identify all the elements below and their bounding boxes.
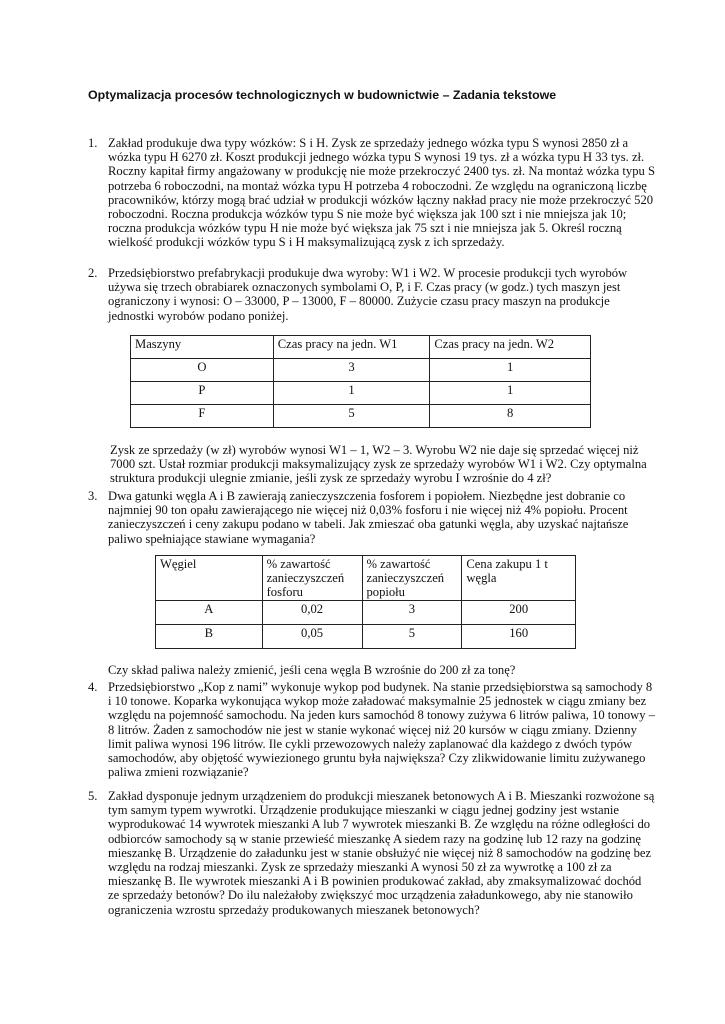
coal-table: [155, 555, 576, 649]
text-line: Przedsiębiorstwo prefabrykacji produkuje dwa wyroby: W1 i W2. W procesie produkcji tych wyrobów: [108, 266, 628, 280]
task-text: [108, 680, 655, 779]
text-line: Roczny kapitał firmy angażowany w produkcję nie może przekroczyć 2400 tys. zł. Na montaż wózka typu S: [108, 164, 655, 179]
table-cell: P: [131, 382, 274, 405]
table-cell: 5: [273, 405, 430, 428]
text-line: wyprodukować 14 wywrotek mieszanki A lub 7 wywrotek mieszanki B. Ze względu na różne odległości do: [108, 817, 651, 832]
table-cell: 3: [362, 601, 462, 625]
table-cell: 160: [462, 625, 576, 649]
text-line: pracowników, którzy mogą brać udział w produkcji wózków łączny nakład pracy nie może przekroczyć 520: [108, 192, 654, 207]
text-line: Zysk ze sprzedaży (w zł) wyrobów wynosi W1 – 1, W2 – 3. Wyrobu W2 nie daje się sprzedać więcej niż: [110, 443, 639, 457]
text-line: wózka typu H 6270 zł. Koszt produkcji jednego wózka typu S wynosi 19 tys. zł a wózka typu H 33 tys. zł.: [108, 150, 645, 165]
task-number: 2.: [88, 266, 98, 280]
table-header-cell: Cena zakupu 1 t węgla: [462, 556, 576, 601]
text-line: ograniczenia wzrostu sprzedaży produkowanych mieszanek betonowych?: [108, 902, 480, 917]
task-number: 1.: [88, 136, 98, 150]
text-line: Zakład produkuje dwa typy wózków: S i H. Zysk ze sprzedaży jednego wózka typu S wynosi 2850 zł a: [108, 136, 629, 150]
task-number: 4.: [88, 680, 98, 694]
text-line: roboczodni. Roczna produkcja wózków typu S nie może być większa jak 100 szt i nie mniejsza jak 10;: [108, 206, 627, 221]
table-cell: B: [156, 625, 263, 649]
table-header-cell: Czas pracy na jedn. W2: [430, 336, 591, 359]
text-line: paliwo spełniające stawiane wymagania?: [108, 531, 316, 546]
table-cell: 1: [430, 359, 591, 382]
task-text: [108, 266, 627, 323]
table-cell: 3: [273, 359, 430, 382]
text-line: odbiorców samochody są w stanie przewieść mieszankę A siedem razy na godzinę lub 12 razy na godzinę: [108, 831, 641, 846]
table-row: [131, 382, 591, 405]
document-title: Optymalizacja procesów technologicznych w budownictwie – Zadania tekstowe: [88, 88, 557, 102]
text-line: Zakład dysponuje jednym urządzeniem do produkcji mieszanek betonowych A i B. Mieszanki rozwożone są: [108, 789, 655, 803]
text-line: względu na pojemność samochodu. Na jeden kurs samochód 8 tonowy zużywa 6 litrów paliwa, 10 tonowy –: [108, 708, 656, 723]
text-line: i 10 tonowe. Koparka wykonująca wykop może załadować maksymalnie 25 jednostek w ciągu zmiany bez: [108, 694, 647, 709]
task-text: [108, 489, 628, 546]
text-line: mieszankę B. Ile wywrotek mieszanki A i B powinien produkować zakład, aby zmaksymalizować dochód: [108, 874, 642, 889]
text-line: limit paliwa wynosi 196 litrów. Ile cykli przewozowych należy zaplanować dla każdego z dwóch typów: [108, 736, 633, 751]
text-line: ze sprzedaży betonów? Do ilu należałoby zwiększyć moc urządzenia załadunkowego, aby nie stanowiło: [108, 888, 633, 903]
text-line: samochodów, aby objętość wywiezionego gruntu była największa? Czy zlikwidowanie limitu zużywanego: [108, 750, 646, 765]
text-line: jednostki wyrobów podano poniżej.: [108, 308, 289, 323]
task-number: 5.: [88, 789, 98, 803]
table-header-row: [131, 336, 591, 359]
table-header-cell: Czas pracy na jedn. W1: [273, 336, 430, 359]
table-header-cell: Maszyny: [131, 336, 274, 359]
text-line: Przedsiębiorstwo „Kop z nami” wykonuje wykop pod budynek. Na stanie przedsiębiorstwa są samochody 8: [108, 680, 653, 694]
table-cell: F: [131, 405, 274, 428]
text-line: paliwa zmieni rozwiązanie?: [108, 765, 249, 780]
text-line: względu na rodzaj mieszanki. Zysk ze sprzedaży mieszanki A wynosi 50 zł za wywrotkę a 100 zł za: [108, 859, 612, 874]
table-cell: 1: [273, 382, 430, 405]
table-cell: A: [156, 601, 263, 625]
table-row: [131, 405, 591, 428]
text-line: mieszankę B. Urządzenie do załadunku jest w stanie obsłużyć nie więcej niż 8 samochodów na godzinę bez: [108, 845, 652, 860]
task-text: [108, 136, 655, 250]
text-line: Czy skład paliwa należy zmienić, jeśli cena węgla B wzrośnie do 200 zł za tonę?: [108, 663, 516, 677]
text-line: ograniczony i wynosi: O – 33000, P – 13000, F – 80000. Zużycie czasu pracy maszyn na produkcje: [108, 294, 610, 309]
task-text: [108, 663, 515, 677]
task-text: [108, 789, 654, 917]
table-cell: 0,02: [262, 601, 362, 625]
table-cell: 200: [462, 601, 576, 625]
text-line: wielkość produkcji wózków typu S i H maksymalizującą zysk z ich sprzedaży.: [108, 235, 505, 250]
text-line: najmniej 90 ton opału zawierającego nie więcej niż 0,03% fosforu i nie więcej niż 4% popiołu. Procent: [108, 503, 628, 518]
task-text: [110, 443, 647, 486]
table-cell: O: [131, 359, 274, 382]
table-header-cell: % zawartość zanieczyszczeń fosforu: [262, 556, 362, 601]
table-row: [156, 601, 576, 625]
text-line: Dwa gatunki węgla A i B zawierają zanieczyszczenia fosforem i popiołem. Niezbędne jest dobranie co: [108, 489, 626, 503]
table-row: [131, 359, 591, 382]
table-row: [156, 625, 576, 649]
table-cell: 8: [430, 405, 591, 428]
task-number: 3.: [88, 489, 98, 503]
text-line: 8 litrów. Żaden z samochodów nie jest w stanie wykonać więcej niż 20 kursów w ciągu zmiany. Dzienny: [108, 722, 637, 737]
table-cell: 1: [430, 382, 591, 405]
table-header-cell: Węgiel: [156, 556, 263, 601]
text-line: potrzeba 6 roboczodni, na montaż wózka typu H potrzeba 4 roboczodni. Ze względu na ograniczoną liczbę: [108, 178, 647, 193]
text-line: zanieczyszczeń i ceny zakupu podano w tabeli. Jak zmieszać oba gatunki węgla, aby uzyskać najtańsze: [108, 517, 629, 532]
text-line: 7000 szt. Ustał rozmiar produkcji maksymalizujący zysk ze sprzedaży wyrobów W1 i W2. Czy optymalna: [110, 457, 647, 472]
text-line: struktura produkcji ulegnie zmianie, jeśli zysk ze sprzedaży wyrobu I wzrośnie do 4 zł?: [110, 471, 552, 486]
text-line: roczna produkcja wózków typu H nie może być większa jak 75 szt i nie mniejsza jak 5. Określ roczną: [108, 221, 622, 236]
text-line: tym samym typem wywrotki. Urządzenie produkujące mieszanki w ciągu jednej godziny jest wstanie: [108, 803, 619, 818]
table-cell: 0,05: [262, 625, 362, 649]
table-header-cell: % zawartość zanieczyszczeń popiołu: [362, 556, 462, 601]
text-line: używa się trzech obrabiarek oznaczonych symbolami O, P, i F. Czas pracy (w godz.) tych maszyn jest: [108, 280, 621, 295]
table-cell: 5: [362, 625, 462, 649]
machines-table: [130, 335, 591, 428]
table-header-row: [156, 556, 576, 601]
